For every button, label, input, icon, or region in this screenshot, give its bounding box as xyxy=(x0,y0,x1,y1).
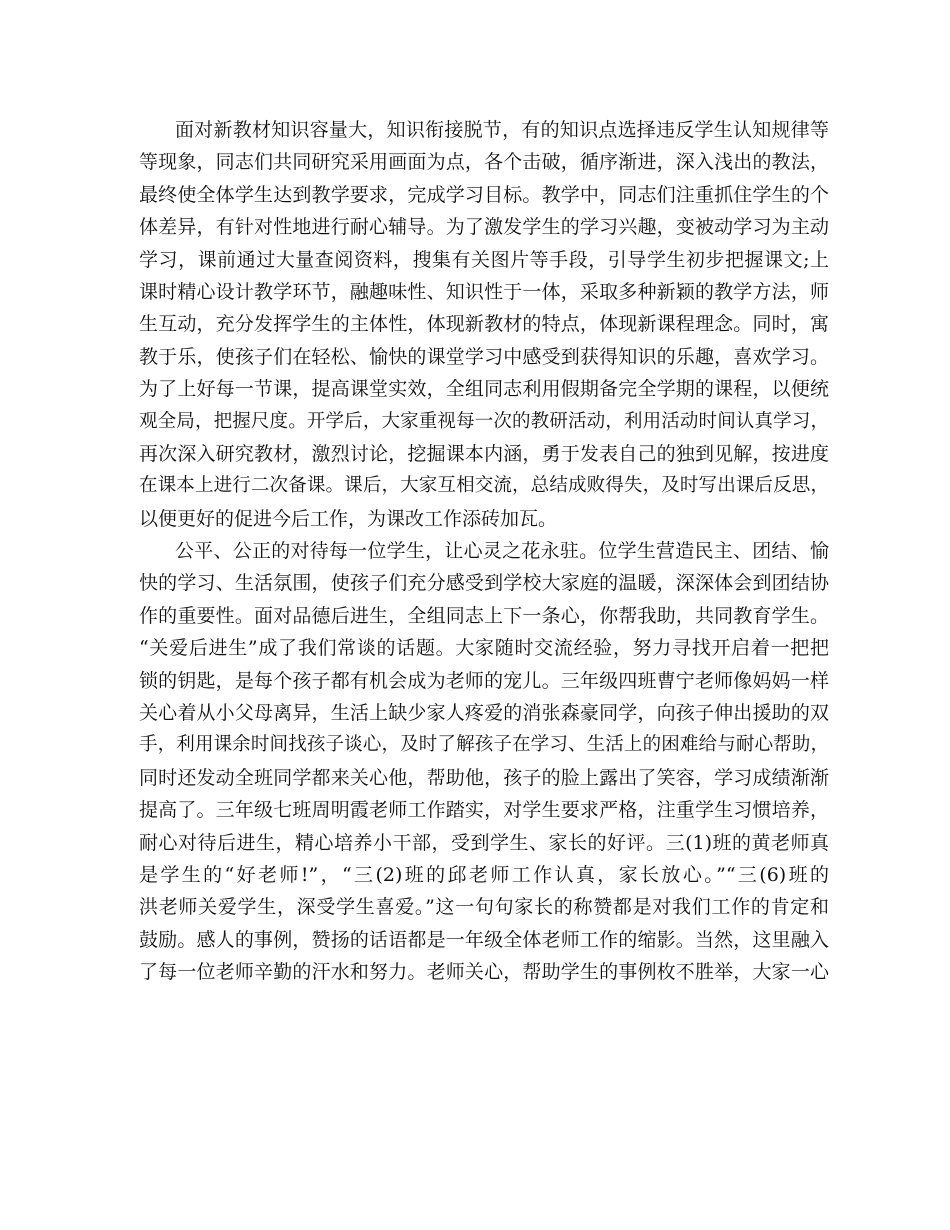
text-line: 耐心对待后进生，精心培养小干部，受到学生、家长的好评。三(1)班的黄老师真 xyxy=(139,831,829,854)
text-line: 为了上好每一节课，提高课堂实效，全组同志利用假期备完全学期的课程，以便统 xyxy=(139,378,829,401)
text-line: 快的学习、生活氛围，使孩子们充分感受到学校大家庭的温暖，深深体会到团结协 xyxy=(139,572,829,595)
text-line: 教于乐，使孩子们在轻松、愉快的课堂学习中感受到获得知识的乐趣，喜欢学习。 xyxy=(139,345,829,368)
text-line: 在课本上进行二次备课。课后，大家互相交流，总结成败得失，及时写出课后反思， xyxy=(139,475,829,497)
text-line: 学习，课前通过大量查阅资料，搜集有关图片等手段，引导学生初步把握课文;上 xyxy=(139,248,829,271)
text-line: 手，利用课余时间找孩子谈心，及时了解孩子在学习、生活上的困难给与耐心帮助， xyxy=(139,734,829,756)
text-line: 观全局，把握尺度。开学后，大家重视每一次的教研活动，利用活动时间认真学习， xyxy=(139,410,829,432)
text-line: 提高了。三年级七班周明霞老师工作踏实，对学生要求严格，注重学生习惯培养， xyxy=(139,799,829,822)
text-line: 最终使全体学生达到教学要求，完成学习目标。教学中，同志们注重抓住学生的个 xyxy=(139,183,829,206)
text-line: 等现象，同志们共同研究采用画面为点，各个击破，循序渐进，深入浅出的教法， xyxy=(139,151,829,174)
text-line: 鼓励。感人的事例，赞扬的话语都是一年级全体老师工作的缩影。当然，这里融入 xyxy=(139,928,829,951)
text-line: 课时精心设计教学环节，融趣味性、知识性于一体，采取多种新颖的教学方法，师 xyxy=(139,280,829,303)
text-line: 公平、公正的对待每一位学生，让心灵之花永驻。位学生营造民主、团结、愉 xyxy=(175,540,829,563)
text-line: 锁的钥匙，是每个孩子都有机会成为老师的宠儿。三年级四班曹宁老师像妈妈一样 xyxy=(139,669,829,692)
text-line: 作的重要性。面对品德后进生，全组同志上下一条心，你帮我助，共同教育学生。 xyxy=(139,604,829,627)
text-line: 再次深入研究教材，激烈讨论，挖掘课本内涵，勇于发表自己的独到见解，按进度 xyxy=(139,442,829,465)
text-line: 生互动，充分发挥学生的主体性，体现新教材的特点，体现新课程理念。同时，寓 xyxy=(139,313,829,336)
text-line: 以便更好的促进今后工作，为课改工作添砖加瓦。 xyxy=(139,507,558,530)
text-line: “关爱后进生”成了我们常谈的话题。大家随时交流经验，努力寻找开启着一把把 xyxy=(139,637,829,660)
text-line: 洪老师关爱学生，深受学生喜爱。”这一句句家长的称赞都是对我们工作的肯定和 xyxy=(139,896,829,919)
text-line: 体差异，有针对性地进行耐心辅导。为了激发学生的学习兴趣，变被动学习为主动 xyxy=(139,216,829,239)
text-line: 面对新教材知识容量大，知识衔接脱节，有的知识点选择违反学生认知规律等 xyxy=(175,119,829,141)
text-line: 关心着从小父母离异，生活上缺少家人疼爱的消张森豪同学，向孩子伸出援助的双 xyxy=(139,702,829,725)
text-line: 了每一位老师辛勤的汗水和努力。老师关心，帮助学生的事例枚不胜举，大家一心 xyxy=(139,961,829,984)
text-line: 同时还发动全班同学都来关心他，帮助他，孩子的脸上露出了笑容，学习成绩渐渐 xyxy=(139,766,829,789)
body-text xyxy=(139,114,829,989)
text-line: 是学生的“好老师!”，“三(2)班的邱老师工作认真，家长放心。”“三(6)班的 xyxy=(139,863,829,886)
